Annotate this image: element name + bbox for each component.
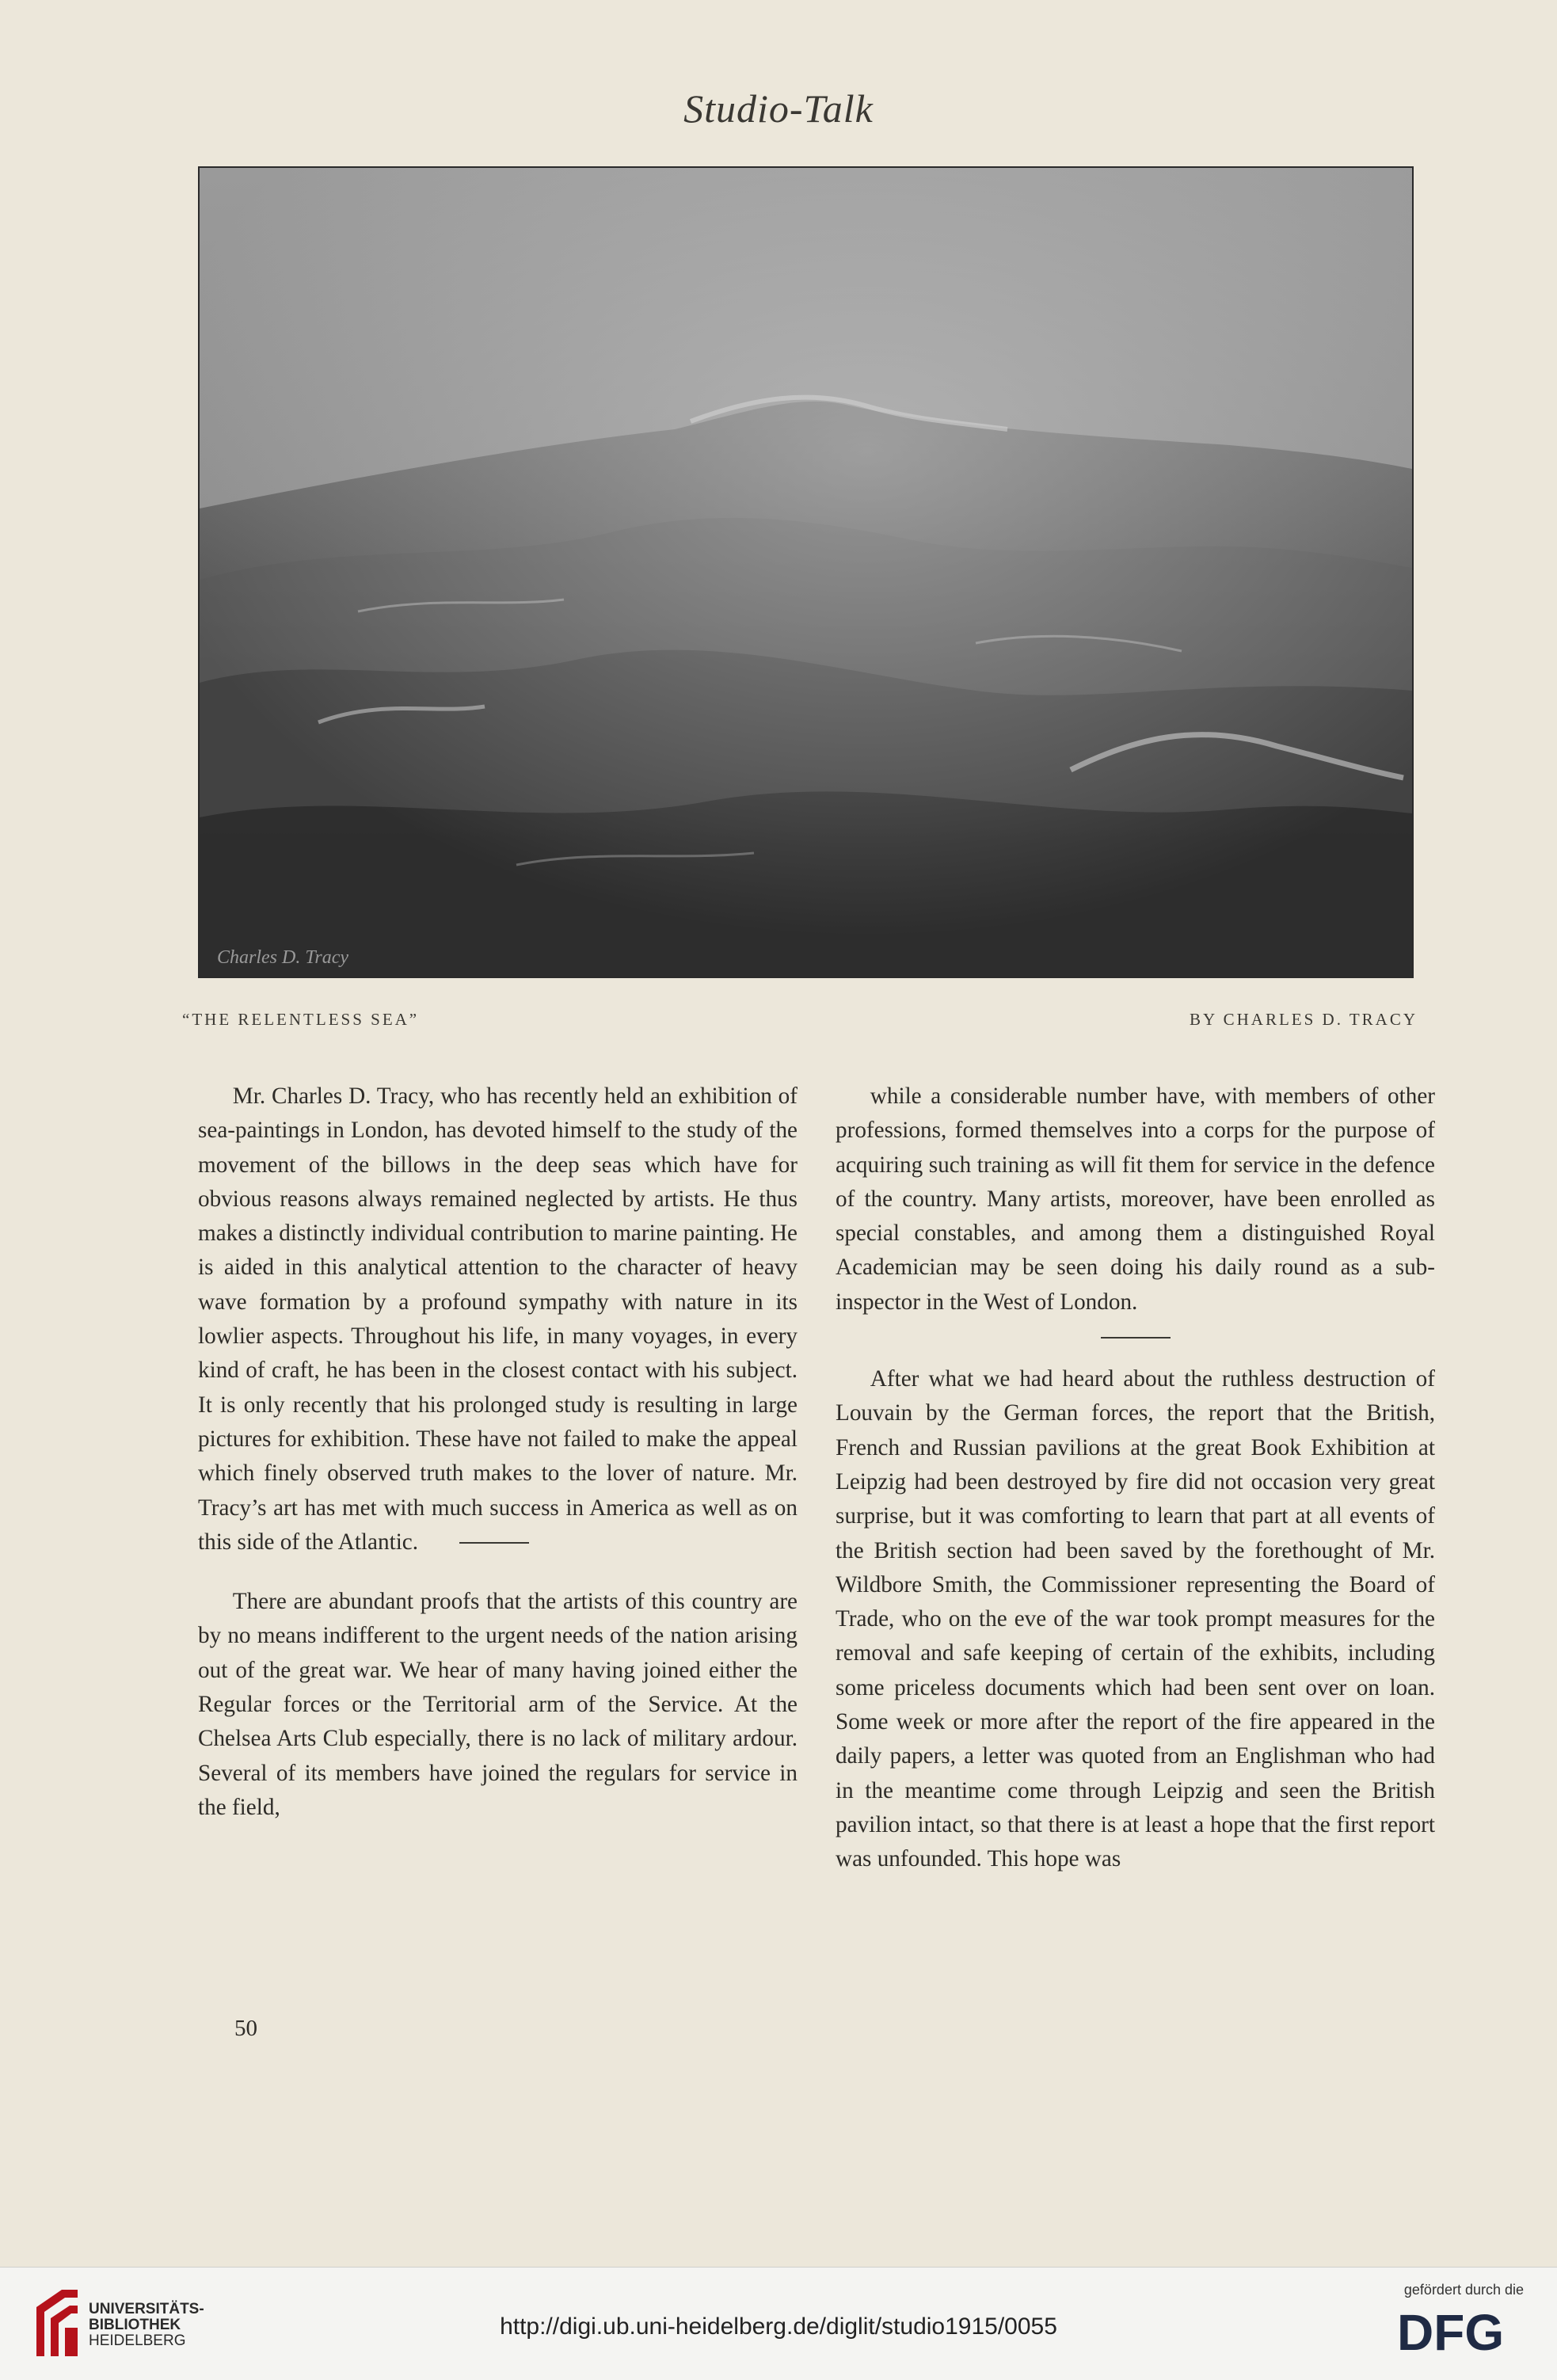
funding-label: gefördert durch die xyxy=(1403,2282,1524,2298)
paragraph-constables: while a considerable number have, with members of other professions, formed themselves into a corps for the purpose of acquiring such training as will fit them for service in the defence of the country. Many artists, moreover, have been enrolled as special constables, and among them a distinguished Royal Academician may be seen doing his daily round as a sub-inspector in the West of London. xyxy=(836,1083,1435,1315)
page-number: 50 xyxy=(234,2016,257,2041)
paragraph-artists-war: There are abundant proofs that the artists of this country are by no means indifferent to the urgent needs of the nation arising out of the great war. We hear of many having joined either the Regular forces or the Territorial arm of the Service. At the Chelsea Arts Club especially, there is no lack of military ardour. Several of its members have joined the regulars for service in the field, xyxy=(198,1589,798,1820)
dfg-logo-text: DFG xyxy=(1397,2307,1505,2356)
digitization-footer xyxy=(0,2267,1557,2380)
paragraph-leipzig: After what we had heard about the ruthless destruction of Louvain by the German forces, the report that the British, French and Russian pavilions at the great Book Exhibition at Leipzig had been destroyed by fire did not occasion very great surprise, but it was comforting to learn that part at all events of the British section had been saved by the forethought of Mr. Wildbore Smith, the Commissioner representing the Board of Trade, who on the eve of the war took prompt measures for the removal and safe keeping of certain of the exhibits, including some priceless documents which had been sent over on loan. Some week or more after the report of the fire appeared in the daily papers, a letter was quoted from an Englishman who had in the meantime come through Leipzig and seen the British pavilion intact, so that there is at least a hope that the first report was unfounded. This hope was xyxy=(836,1366,1435,1872)
painting-signature: Charles D. Tracy xyxy=(217,947,349,968)
plate-caption-title: “THE RELENTLESS SEA” xyxy=(182,1010,420,1029)
section-divider xyxy=(1101,1337,1171,1339)
permalink-url[interactable]: http://digi.ub.uni-heidelberg.de/diglit/studio1915/0055 xyxy=(500,2313,1057,2340)
dfg-logo-icon[interactable] xyxy=(1397,2307,1524,2360)
running-head: Studio-Talk xyxy=(683,86,874,131)
left-column xyxy=(198,1080,798,1825)
university-library-name: UNIVERSITÄTS- BIBLIOTHEK HEIDELBERG xyxy=(89,2301,204,2349)
paragraph-tracy: Mr. Charles D. Tracy, who has recently held an exhibition of sea-paintings in London, has devoted himself to the study of the movement of the billows in the deep seas which have for obvious reasons always remained neglected by artists. He thus makes a distinctly individual contribution to marine painting. He is aided in this analytical attention to the character of heavy wave formation by a profound sympathy with nature in its lowlier aspects. Throughout his life, in many voyages, in every kind of craft, he has been in the closest contact with his subject. It is only recently that his prolonged study is resulting in large pictures for exhibition. These have not failed to make the appeal which finely observed truth makes to the lover of nature. Mr. Tracy’s art has met with much success in America as well as on this side of the Atlantic. xyxy=(198,1083,798,1555)
sea-painting-image xyxy=(200,168,1412,977)
sea-painting-plate xyxy=(198,166,1414,978)
right-column xyxy=(836,1080,1435,1877)
section-divider xyxy=(459,1542,529,1544)
plate-caption-credit: BY CHARLES D. TRACY xyxy=(1189,1010,1418,1029)
